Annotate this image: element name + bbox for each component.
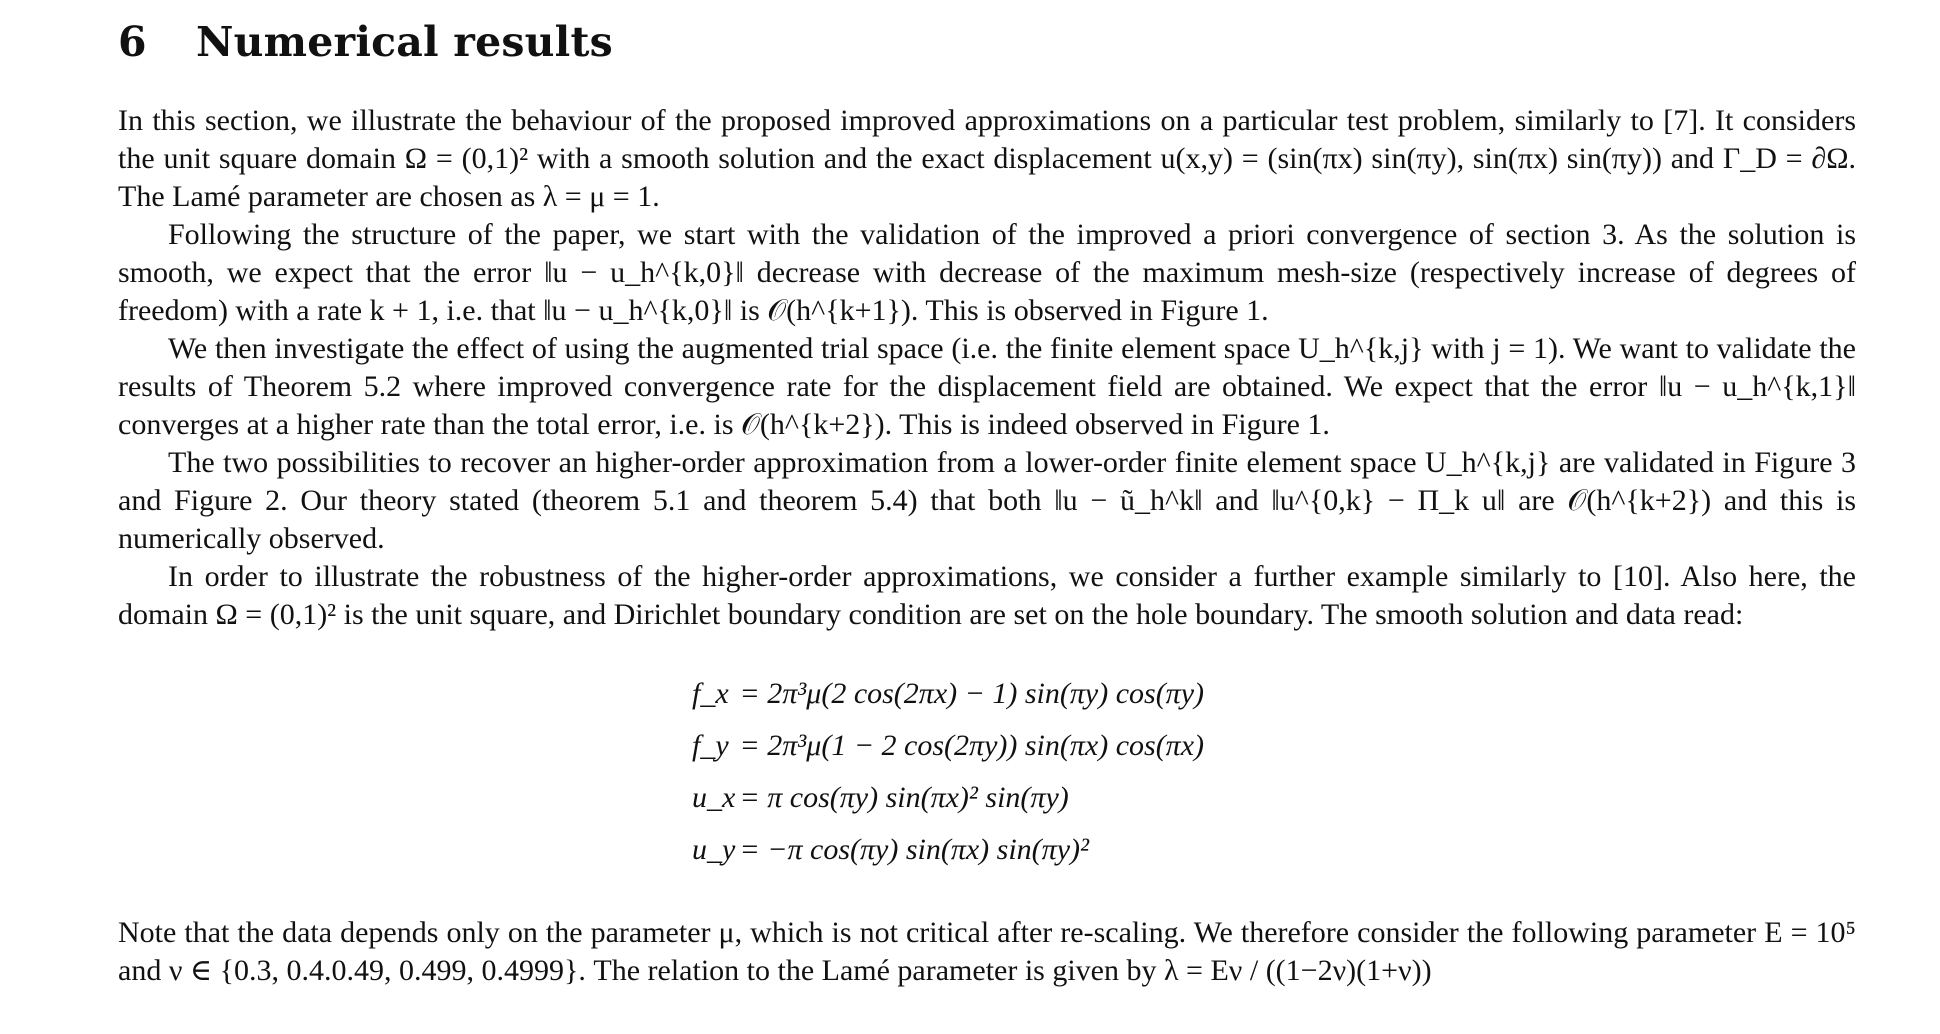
equation-lhs: u_x [692, 781, 736, 814]
section-title: Numerical results [196, 18, 613, 66]
equation-lhs: f_x [692, 677, 729, 710]
paragraph-robustness: In order to illustrate the robustness of the higher-order approximations, we consider a further example similarly to [10]. Also here, the domain Ω = (0,1)² is the unit square, and Dirichlet boundary condition are set on the hole boundary. The smooth solution and data read: [118, 560, 1856, 631]
equation-row [692, 668, 1856, 720]
paragraph-parameters: Note that the data depends only on the parameter μ, which is not critical after re-scaling. We therefore consider the following parameter E = 10⁵ and ν ∈ {0.3, 0.4.0.49, 0.499, 0.4999}. The relation to the Lamé parameter is given by λ = Eν / ((1−2ν)(1+ν)) [118, 916, 1856, 987]
paragraph-recovery: The two possibilities to recover an higher-order approximation from a lower-order finite element space U_h^{k,j} are validated in Figure 3 and Figure 2. Our theory stated (theorem 5.1 and theorem 5.4) that both ‖u − ũ_h^k‖ and ‖u^{0,k} − Π_k u‖ are 𝒪(h^{k+2}) and this is numerically observed. [118, 446, 1856, 555]
equation-lhs: u_y [692, 833, 736, 866]
equation-row [692, 772, 1856, 824]
paper-page [118, 18, 1856, 990]
equation-row [692, 720, 1856, 772]
equation-lhs: f_y [692, 729, 729, 762]
equation-rhs: = 2π³μ(2 cos(2πx) − 1) sin(πy) cos(πy) [739, 677, 1205, 710]
equation-block [692, 668, 1856, 876]
paragraph-intro: In this section, we illustrate the behaviour of the proposed improved approximations on a particular test problem, similarly to [7]. It considers the unit square domain Ω = (0,1)² with a smooth solution and the exact displacement u(x,y) = (sin(πx) sin(πy), sin(πx) sin(πy)) and Γ_D = ∂Ω. The Lamé parameter are chosen as λ = μ = 1. [118, 104, 1856, 213]
paragraph-augmented-space: We then investigate the effect of using the augmented trial space (i.e. the finite element space U_h^{k,j} with j = 1). We want to validate the results of Theorem 5.2 where improved convergence rate for the displacement field are obtained. We expect that the error ‖u − u_h^{k,1}‖ converges at a higher rate than the total error, i.e. is 𝒪(h^{k+2}). This is indeed observed in Figure 1. [118, 332, 1856, 441]
paragraph-a-priori: Following the structure of the paper, we start with the validation of the improved a priori convergence of section 3. As the solution is smooth, we expect that the error ‖u − u_h^{k,0}‖ decrease with decrease of the maximum mesh-size (respectively increase of degrees of freedom) with a rate k + 1, i.e. that ‖u − u_h^{k,0}‖ is 𝒪(h^{k+1}). This is observed in Figure 1. [118, 218, 1856, 327]
section-heading [118, 18, 1856, 66]
section-number: 6 [118, 18, 147, 66]
equation-rhs: = π cos(πy) sin(πx)² sin(πy) [739, 781, 1069, 814]
equation-rhs: = 2π³μ(1 − 2 cos(2πy)) sin(πx) cos(πx) [739, 729, 1205, 762]
equation-row [692, 824, 1856, 876]
equation-rhs: = −π cos(πy) sin(πx) sin(πy)² [739, 833, 1089, 866]
